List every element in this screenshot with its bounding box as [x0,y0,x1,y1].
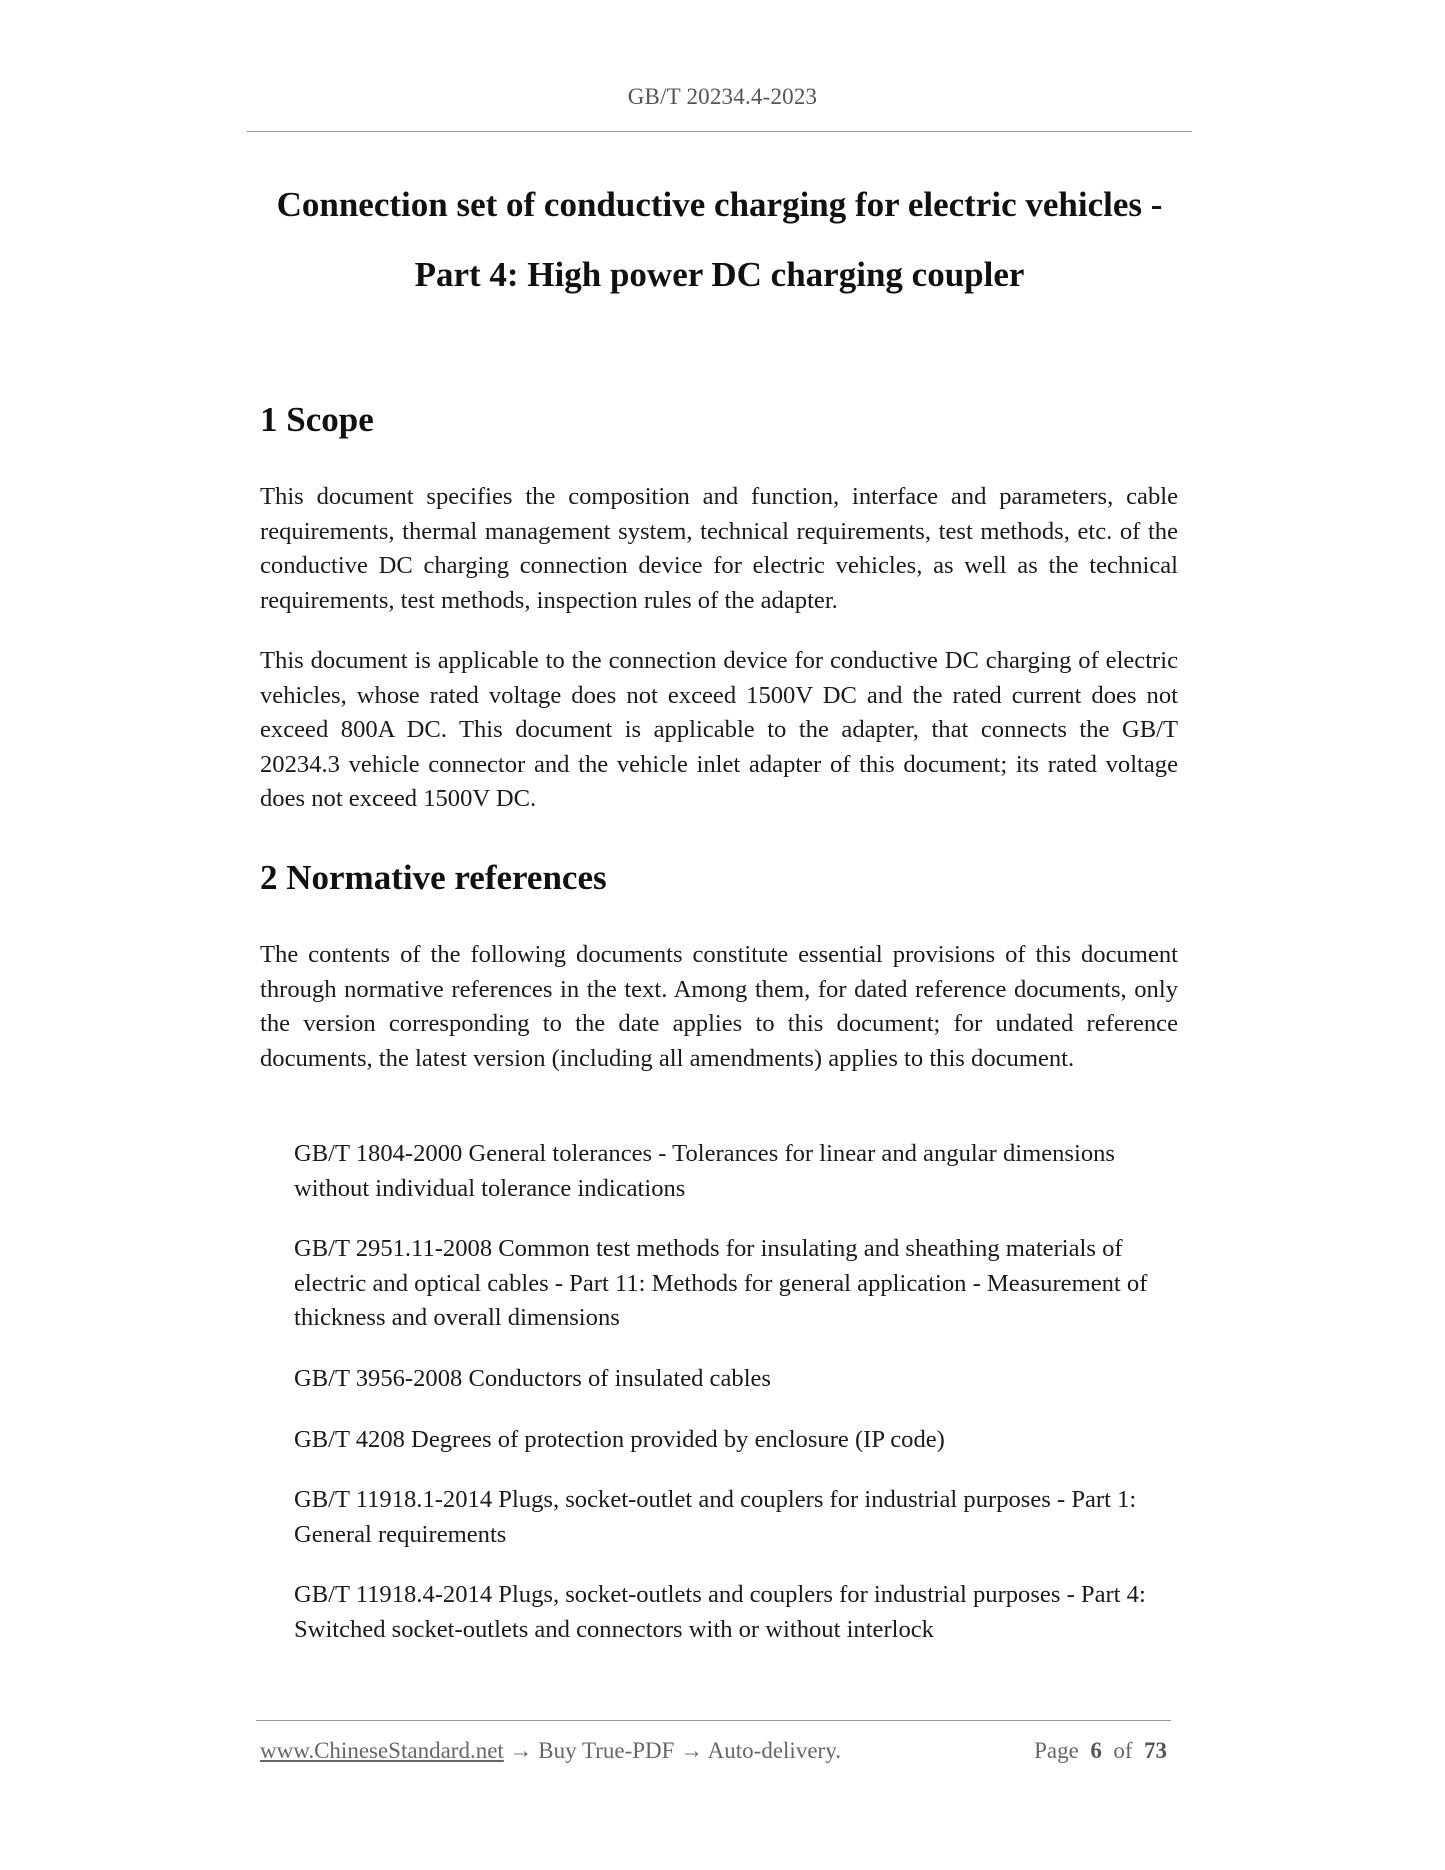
arrow-icon: → [509,1738,533,1763]
arrow-icon: → [680,1738,704,1763]
reference-item: GB/T 1804-2000 General tolerances - Tolerances for linear and angular dimensions without individual tolerance indications [294,1140,1115,1202]
page-number [1034,1738,1167,1764]
total-pages-number: 73 [1144,1738,1167,1763]
auto-delivery-text: Auto-delivery. [707,1738,841,1763]
header-divider [247,131,1192,132]
section-heading-scope: 1 Scope [260,400,374,439]
scope-paragraph-2: This document is applicable to the connection device for conductive DC charging of electric vehicles, whose rated voltage does not exceed 1500V DC and the rated current does not exceed 800A DC. This document is applicable to the adapter, that connects the GB/T 20234.3 vehicle connector and the vehicle inlet adapter of this document; its rated voltage does not exceed 1500V DC. [260,647,1178,813]
document-title-line-1: Connection set of conductive charging for electric vehicles - [276,185,1163,224]
reference-item: GB/T 11918.4-2014 Plugs, socket-outlets and couplers for industrial purposes - Part 4: Switched socket-outlets and connectors with or without interlock [294,1581,1146,1643]
reference-item: GB/T 4208 Degrees of protection provided by enclosure (IP code) [294,1425,945,1453]
footer-links [260,1738,841,1764]
section-heading-normative-references: 2 Normative references [260,858,607,897]
running-header: GB/T 20234.4-2023 [627,84,818,109]
footer-divider [256,1720,1171,1721]
site-link[interactable]: www.ChineseStandard.net [260,1738,504,1763]
reference-item: GB/T 11918.1-2014 Plugs, socket-outlet and couplers for industrial purposes - Part 1: General requirements [294,1486,1137,1548]
current-page-number: 6 [1090,1738,1102,1763]
reference-item: GB/T 3956-2008 Conductors of insulated cables [294,1364,772,1392]
page-label: Page [1034,1738,1079,1763]
document-title [247,170,1192,310]
document-title-line-2: Part 4: High power DC charging coupler [414,255,1025,294]
of-label: of [1113,1738,1133,1763]
buy-true-pdf-link[interactable]: Buy True-PDF [538,1738,675,1763]
normative-references-intro: The contents of the following documents constitute essential provisions of this document through normative references in the text. Among them, for dated reference documents, only the version corresponding to the date applies to this document; for undated reference documents, the latest version (including all amendments) applies to this document. [260,941,1178,1072]
reference-list [294,1137,1178,1674]
reference-item: GB/T 2951.11-2008 Common test methods for insulating and sheathing materials of electric and optical cables - Part 11: Methods for general application - Measurement of thickness and overall dimensions [294,1235,1148,1332]
scope-paragraph-1: This document specifies the composition and function, interface and parameters, cable requirements, thermal management system, technical requirements, test methods, etc. of the conductive DC charging connection device for electric vehicles, as well as the technical requirements, test methods, inspection rules of the adapter. [260,483,1178,614]
